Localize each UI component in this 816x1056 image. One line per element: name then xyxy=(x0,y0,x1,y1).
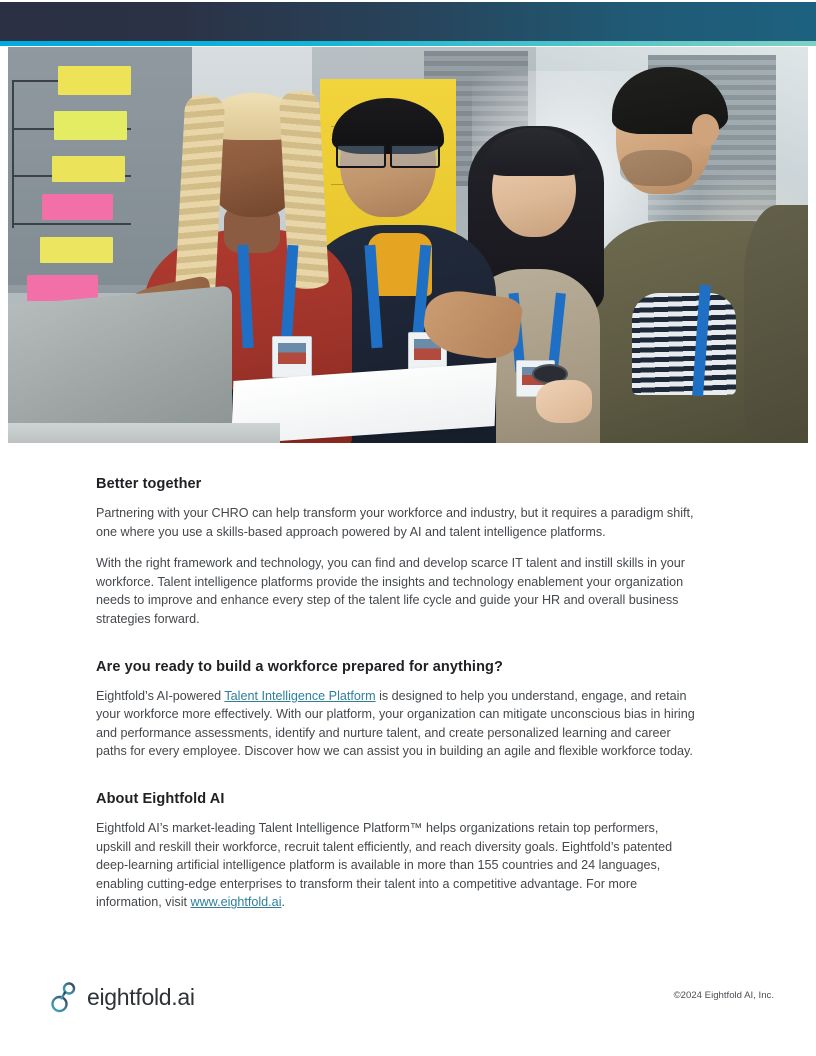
sticky-note-board xyxy=(8,47,192,285)
hero-image xyxy=(8,47,808,443)
laptop-base xyxy=(8,423,280,443)
copyright-text: ©2024 Eightfold AI, Inc. xyxy=(673,990,774,1001)
about-text-after-link: . xyxy=(281,895,285,910)
paragraph-about-eightfold xyxy=(96,819,696,912)
section-better-together xyxy=(96,476,696,629)
person-right-striped-shirt xyxy=(632,293,736,396)
content-area xyxy=(96,476,696,912)
about-text-before-link: Eightfold AI’s market-leading Talent Intelligence Platform™ helps organizations retain top performers, upskill and reskill their workforce, recruit talent efficiently, and reach diversity goals. Eightfold’s patented deep-learning artificial intelligence platform is available in more than 155 countries and 24 languages, enabling cutting-edge enterprises to transform their talent into a competitive advantage. For more information, visit xyxy=(96,820,673,910)
paragraph-ready-to-build xyxy=(96,687,696,761)
text-before-link: Eightfold’s AI-powered xyxy=(96,688,225,703)
eightfold-logo-text: eightfold.ai xyxy=(87,983,195,1010)
top-gradient-band xyxy=(0,2,816,41)
section-title-about-eightfold: About Eightfold AI xyxy=(96,790,225,807)
section-about-eightfold xyxy=(96,791,696,912)
eightfold-logo xyxy=(48,980,195,1014)
person-third-hand xyxy=(536,380,592,424)
accent-strip xyxy=(0,41,816,46)
paragraph-better-together-1: Partnering with your CHRO can help transform your workforce and industry, but it requires a paradigm shift, one where you use a skills-based approach powered by AI and talent intelligence platforms. xyxy=(96,506,694,539)
laptop-screen xyxy=(8,286,232,443)
person-right-arm xyxy=(744,205,808,443)
eightfold-website-link[interactable]: www.eightfold.ai xyxy=(190,895,282,910)
paragraph-better-together-2: With the right framework and technology, you can find and develop scarce IT talent and instill skills in your workforce. Talent intelligence platforms provide the insights and technology enablement your organization needs to improve and enhance every step of the talent life cycle and guide your HR and overall business strategies forward. xyxy=(96,556,685,626)
section-title-better-together: Better together xyxy=(96,476,202,492)
person-right-beard xyxy=(620,150,692,186)
hero-scene xyxy=(8,47,808,443)
section-title-ready-to-build: Are you ready to build a workforce prepared for anything? xyxy=(96,658,503,675)
text-after-link: is designed to help you understand, engage, and retain your workforce more effectively. With our platform, your organization can mitigate unconscious bias in hiring and performance assessments, identify and nurture talent, and create personalized learning and career paths for every employee. Discover how we can assist you in building an agile and flexible workforce today. xyxy=(96,688,695,759)
footer xyxy=(0,972,816,1022)
eyeglasses-icon xyxy=(336,144,440,164)
person-right-ear xyxy=(692,114,719,146)
talent-intelligence-platform-link[interactable]: Talent Intelligence Platform xyxy=(224,688,376,703)
badge-first xyxy=(272,336,312,378)
eightfold-infinity-icon xyxy=(48,980,78,1014)
section-ready-to-build xyxy=(96,659,696,761)
